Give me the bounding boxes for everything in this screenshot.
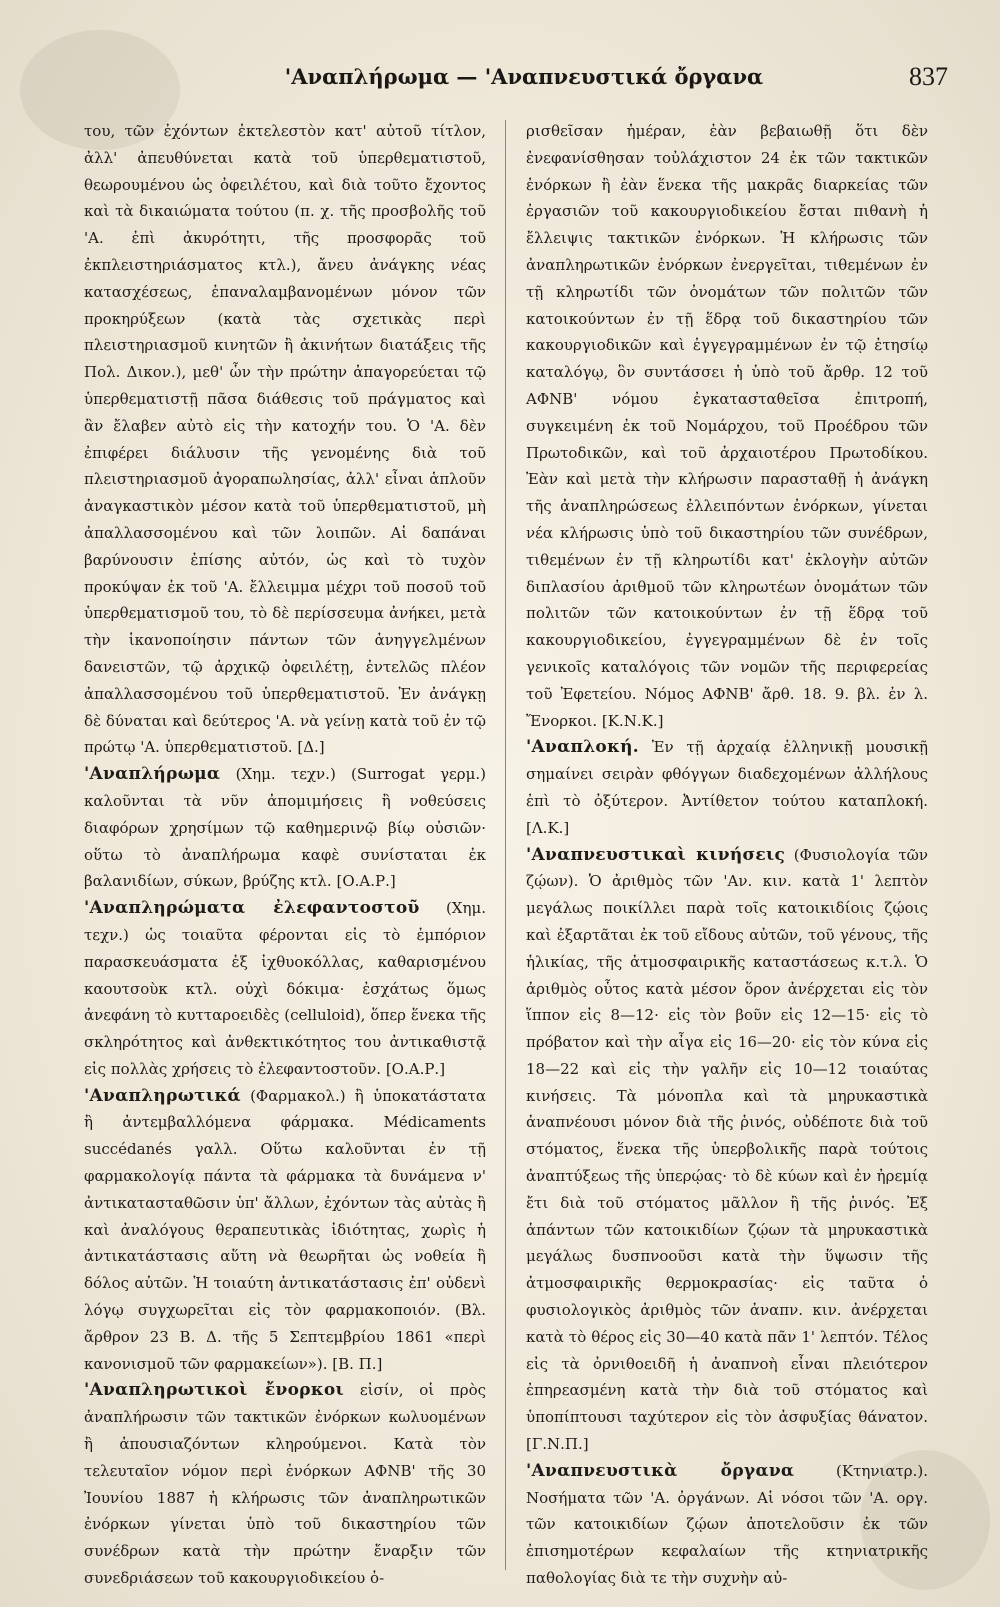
entry-text: (Φαρμακολ.) ἢ ὑποκατάστατα ἢ ἀντεμβαλλόμενα φάρμακα. Médicaments succédanés γαλλ. Οὕτω καλοῦνται ἐν τῇ φαρμακολογίᾳ πάντα τὰ φάρμακα τὰ δυνάμενα ν' ἀντικατασταθῶσιν ὑπ' ἄλλων, ἐχόντων τὰς αὐτὰς ἢ καὶ ἀναλόγους θεραπευτικὰς ἰδιότητας, χωρὶς ἡ ἀντικατάστασις αὕτη νὰ θεωρῆται ὡς νοθεία ἢ δόλος αὐτῶν. Ἡ τοιαύτη ἀντικατάστασις ἐπ' οὐδενὶ λόγῳ συγχωρεῖται εἰς τὸν φαρμακοποιόν. (Βλ. ἄρθρον 23 Β. Δ. τῆς 5 Σεπτεμβρίου 1861 «περὶ κανονισμοῦ τῶν φαρμακείων»). [Β. Π.] [84, 1086, 486, 1373]
entry-headword: 'Αναπληρωτικά [84, 1085, 241, 1106]
entry-text: (Κτηνιατρ.). Νοσήματα τῶν 'Α. ὀργάνων. Αἱ νόσοι τῶν 'Α. οργ. τῶν κατοικιδίων ζῴων ἀποτελοῦσιν ἐκ τῶν ἐπισημοτέρων κεφαλαίων τῆς κτηνιατρικῆς παθολογίας διὰ τε τὴν συχνὴν αὐ- [526, 1461, 928, 1588]
entry-text: (Φυσιολογία τῶν ζῴων). Ὁ ἀριθμὸς τῶν 'Αν. κιν. κατὰ 1' λεπτὸν μεγάλως ποικίλλει παρὰ τοῖς κατοικιδίοις ζῴοις καὶ ἐξαρτᾶται ἐκ τοῦ εἴδους αὐτῶν, τοῦ γένους, τῆς ἡλικίας, τῆς ἀτμοσφαιρικῆς καταστάσεως κ.τ.λ. Ὁ ἀριθμὸς οὗτος κατὰ μέσον ὅρον ἀνέρχεται εἰς τὸν ἵππον εἰς 8—12· εἰς τὸν βοῦν εἰς 12—15· εἰς τὸ πρόβατον καὶ τὴν αἶγα εἰς 16—20· εἰς τὸν κύνα εἰς 18—22 καὶ εἰς τὴν γαλῆν εἰς 10—12 τοιαύτας κινήσεις. Τὰ μόνοπλα καὶ τὰ μηρυκαστικὰ ἀναπνέουσι μόνον διὰ τῆς ῥινός, οὐδέποτε διὰ τοῦ στόματος, ἕνεκα τῆς ὑπερβολικῆς παρὰ τούτοις ἀναπτύξεως τῆς ὑπερῴας· τὸ δὲ κύων καὶ ἐν ἠρεμίᾳ ἔτι διὰ τοῦ στόματος μᾶλλον ἢ τῆς ῥινός. Ἐξ ἁπάντων τῶν κατοικιδίων ζῴων τὰ μηρυκαστικὰ μεγάλως δυσπνοοῦσι κατὰ τὴν ὕψωσιν τῆς ἀτμοσφαιρικῆς θερμοκρασίας· εἰς ταῦτα ὁ φυσιολογικὸς ἀριθμὸς τῶν ἀναπν. κιν. ἀνέρχεται κατὰ τὸ θέρος εἰς 30—40 κατὰ πᾶν 1' λεπτόν. Τέλος εἰς τὰ ὀρνιθοειδῆ ἡ ἀναπνοὴ εἶναι πλειότερον ἐπηρεασμένη κατὰ τὴν διὰ τοῦ στόματος καὶ ὑποπίπτουσι ταχύτερον εἰς τὸν ἀσφυξίας θάνατον. [Γ.Ν.Π.] [526, 845, 928, 1454]
running-head [100, 62, 948, 96]
entry-anaplyrotika [84, 1083, 486, 1378]
entry-text: (Χημ. τεχν.) (Surrogat γερμ.) καλοῦνται τὰ νῦν ἀπομιμήσεις ἢ νοθεύσεις διαφόρων χρησίμων τῷ καθημερινῷ βίῳ οὐσιῶν· οὕτω τὸ ἀναπλήρωμα καφὲ συνίσταται ἐκ βαλανιδίων, σύκων, βρύζης κτλ. [Ο.Α.Ρ.] [84, 765, 486, 891]
entry-continuation [526, 118, 928, 734]
entry-headword: 'Αναπνευστικὰ ὄργανα [526, 1460, 795, 1481]
entry-text: του, τῶν ἐχόντων ἐκτελεστὸν κατ' αὐτοῦ τίτλον, ἀλλ' ἀπευθύνεται κατὰ τοῦ ὑπερθεματιστοῦ, θεωρουμένου ὡς ὀφειλέτου, καὶ διὰ τοῦτο ἔχοντος καὶ τὰ δικαιώματα τούτου (π. χ. τῆς προσβολῆς τοῦ 'Α. ἐπὶ ἀκυρότητι, τῆς προσφορᾶς τοῦ ἐκπλειστηριάσματος κτλ.), ἄνευ ἀνάγκης νέας κατασχέσεως, ἐπαναλαμβανομένων μόνον τῶν προκηρύξεων (κατὰ τὰς σχετικὰς περὶ πλειστηριασμοῦ κινητῶν ἢ ἀκινήτων διατάξεις τῆς Πολ. Δικον.), μεθ' ὧν τὴν πρώτην ἀπαγορεύεται τῷ ὑπερθεματιστῇ πᾶσα διάθεσις τοῦ πράγματος καὶ ἂν ἔλαβεν αὐτὸ εἰς τὴν κατοχήν του. Ὁ 'Α. δὲν ἐπιφέρει διάλυσιν τῆς γενομένης διὰ τοῦ πλειστηριασμοῦ ἀγοραπωλησίας, ἀλλ' εἶναι ἁπλοῦν ἀναγκαστικὸν μέσον κατὰ τοῦ ὑπερθεματιστοῦ, μὴ ἀπαλλασσομένου καὶ τῶν λοιπῶν. Αἱ δαπάναι βαρύνουσιν ἐπίσης αὐτόν, ὡς καὶ τὸ τυχὸν προκύψαν ἐκ τοῦ 'Α. ἔλλειμμα μέχρι τοῦ ποσοῦ τοῦ ὑπερθεματισμοῦ του, τὸ δὲ περίσσευμα ἀνήκει, μετὰ τὴν ἱκανοποίησιν πάντων τῶν ἀνηγγελμένων δανειστῶν, τῷ ἀρχικῷ ὀφειλέτῃ, ἐντελῶς πλέον ἀπαλλασσομένου τοῦ ὑπερθεματιστοῦ. Ἐν ἀνάγκῃ δὲ δύναται καὶ δεύτερος 'Α. νὰ γείνῃ κατὰ τοῦ ἐν τῷ πρώτῳ 'Α. ὑπερθεματιστοῦ. [Δ.] [84, 122, 486, 757]
entry-headword: 'Αναπλήρωμα [84, 764, 221, 785]
entry-headword: 'Αναπληρωτικοὶ ἔνορκοι [84, 1380, 345, 1401]
entry-text: ρισθεῖσαν ἡμέραν, ἐὰν βεβαιωθῇ ὅτι δὲν ἐνεφανίσθησαν τοὐλάχιστον 24 ἐκ τῶν τακτικῶν ἐνόρκων ἢ ἐὰν ἕνεκα τῆς μακρᾶς διαρκείας τῶν ἐργασιῶν τοῦ κακουργιοδικείου ἔσται πιθανὴ ἡ ἔλλειψις τακτικῶν ἐνόρκων. Ἡ κλήρωσις τῶν ἀναπληρωτικῶν ἐνόρκων ἐνεργεῖται, τιθεμένων ἐν τῇ κληρωτίδι τῶν ὀνομάτων τῶν πολιτῶν τῶν κατοικούντων ἐν τῇ ἕδρᾳ τοῦ δικαστηρίου τῶν κακουργιοδικῶν καὶ ἐγγεγραμμένων ἐν τῷ ἐτησίῳ καταλόγῳ, ὃν συντάσσει ἡ ὑπὸ τοῦ ἄρθρ. 12 τοῦ ΑΦΝΒ' νόμου ἐγκατασταθεῖσα ἐπιτροπή, συγκειμένη ἐκ τοῦ Νομάρχου, τοῦ Προέδρου τῶν Πρωτοδικῶν, καὶ τοῦ ἀρχαιοτέρου Πρωτοδίκου. Ἐὰν καὶ μετὰ τὴν κλήρωσιν παρασταθῇ ἡ ἀνάγκη τῆς ἀναπληρώσεως ἐλλειπόντων ἐνόρκων, γίνεται νέα κλήρωσις ὑπὸ τοῦ δικαστηρίου τῶν συνέδρων, τιθεμένων ἐν τῇ κληρωτίδι κατ' ἐκλογὴν αὐτῶν διπλασίου ἀριθμοῦ τῶν κληρωτέων ὀνομάτων τῶν πολιτῶν τῶν κατοικούντων ἐν τῇ ἕδρᾳ τοῦ κακουργιοδικείου, ἐγγεγραμμένων δὲ ἐν τοῖς γενικοῖς καταλόγοις τῶν νομῶν τῆς περιφερείας τοῦ Ἐφετείου. Νόμος ΑΦΝΒ' ἄρθ. 18. 9. βλ. ἐν λ. Ἔνορκοι. [Κ.Ν.Κ.] [526, 122, 928, 730]
left-column [84, 118, 486, 1588]
entry-anaplyromata-elefantostou [84, 895, 486, 1083]
running-head-title: 'Αναπλήρωμα — 'Αναπνευστικά ὄργανα [284, 64, 764, 89]
entry-continuation [84, 118, 486, 761]
entry-anaplyrotikoi-enorkoi [84, 1377, 486, 1591]
column-divider [505, 120, 506, 1570]
entry-text: εἰσίν, οἱ πρὸς ἀναπλήρωσιν τῶν τακτικῶν ἐνόρκων κωλυομένων ἢ ἀπουσιαζόντων κληρούμενοι. Κατὰ τὸν τελευταῖον νόμον περὶ ἐνόρκων ΑΦΝΒ' τῆς 30 Ἰουνίου 1887 ἡ κλήρωσις τῶν ἀναπληρωτικῶν ἐνόρκων γίνεται ὑπὸ τοῦ δικαστηρίου τῶν συνέδρων κατὰ τὴν πρώτην ἔναρξιν τῶν συνεδριάσεων τοῦ κακουργιοδικείου ὁ- [84, 1381, 486, 1588]
entry-text: Ἐν τῇ ἀρχαίᾳ ἑλληνικῇ μουσικῇ σημαίνει σειρὰν φθόγγων διαδεχομένων ἀλλήλους ἐπὶ τὸ ὀξύτερον. Ἀντίθετον τούτου καταπλοκή. [Λ.Κ.] [526, 738, 928, 837]
entry-anapneustika-organa [526, 1458, 928, 1592]
page-number: 837 [909, 62, 948, 91]
entry-headword: 'Αναπλοκή. [526, 737, 639, 758]
entry-headword: 'Αναπνευστικαὶ κινήσεις [526, 844, 786, 865]
entry-text: (Χημ. τεχν.) ὡς τοιαῦτα φέρονται εἰς τὸ ἐμπόριον παρασκευάσματα ἐξ ἰχθυοκόλλας, καθαρισμένου καουτσοὺκ κτλ. οὐχὶ δόκιμα· ἐσχάτως ὅμως ἀνεφάνη τὸ κυτταροειδὲς (celluloid), ὅπερ ἕνεκα τῆς σκληρότητος καὶ ἀνθεκτικότητος του ἀντικαθιστᾷ εἰς πολλὰς χρήσεις τὸ ἐλεφαντοστοῦν. [Ο.Α.Ρ.] [84, 899, 486, 1078]
right-column [526, 118, 928, 1588]
entry-headword: 'Αναπληρώματα ἐλεφαντοστοῦ [84, 898, 420, 919]
entry-anaplyroma [84, 761, 486, 895]
entry-anapneustikai-kiniseis [526, 842, 928, 1458]
entry-anaploki [526, 734, 928, 841]
